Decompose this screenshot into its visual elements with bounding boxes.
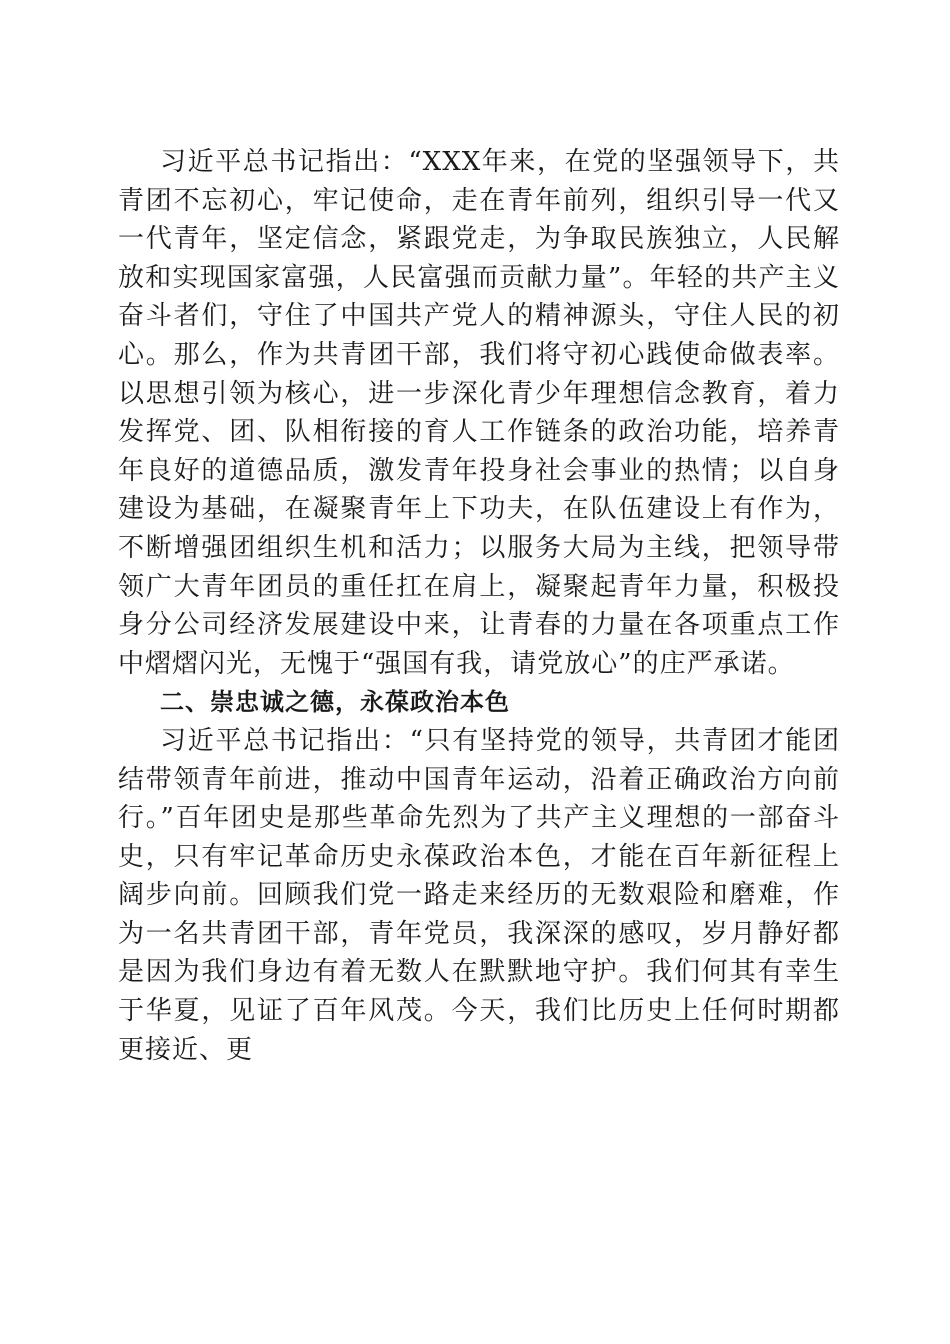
body-paragraph-2: 习近平总书记指出：“只有坚持党的领导，共青团才能团结带领青年前进，推动中国青年运动，沿着正确政治方向前行。”百年团史是那些革命先烈为了共产主义理想的一部奋斗史，只有牢记革命历史永葆政治本色，才能在百年新征程上阔步向前。回顾我们党一路走来经历的无数艰险和磨难，作为一名共青团干部，青年党员，我深深的感叹，岁月静好都是因为我们身边有着无数人在默默地守护。我们何其有幸生于华夏，见证了百年风茂。今天，我们比历史上任何时期都更接近、更	[118, 725, 840, 1065]
body-paragraph-1: 习近平总书记指出：“XXX年来，在党的坚强领导下，共青团不忘初心，牢记使命，走在青年前列，组织引导一代又一代青年，坚定信念，紧跟党走，为争取民族独立，人民解放和实现国家富强，人民富强而贡献力量”。年轻的共产主义奋斗者们，守住了中国共产党人的精神源头，守住人民的初心。那么，作为共青团干部，我们将守初心践使命做表率。以思想引领为核心，进一步深化青少年理想信念教育，着力发挥党、团、队相衔接的育人工作链条的政治功能，培养青年良好的道德品质，激发青年投身社会事业的热情；以自身建设为基础，在凝聚青年上下功夫，在队伍建设上有作为，不断增强团组织生机和活力；以服务大局为主线，把领导带领广大青年团员的重任扛在肩上，凝聚起青年力量，积极投身分公司经济发展建设中来，让青春的力量在各项重点工作中熠熠闪光，无愧于“强国有我，请党放心”的庄严承诺。	[118, 147, 840, 679]
document-body	[118, 143, 840, 1069]
section-heading-2: 二、崇忠诚之德，永葆政治本色	[160, 688, 510, 717]
